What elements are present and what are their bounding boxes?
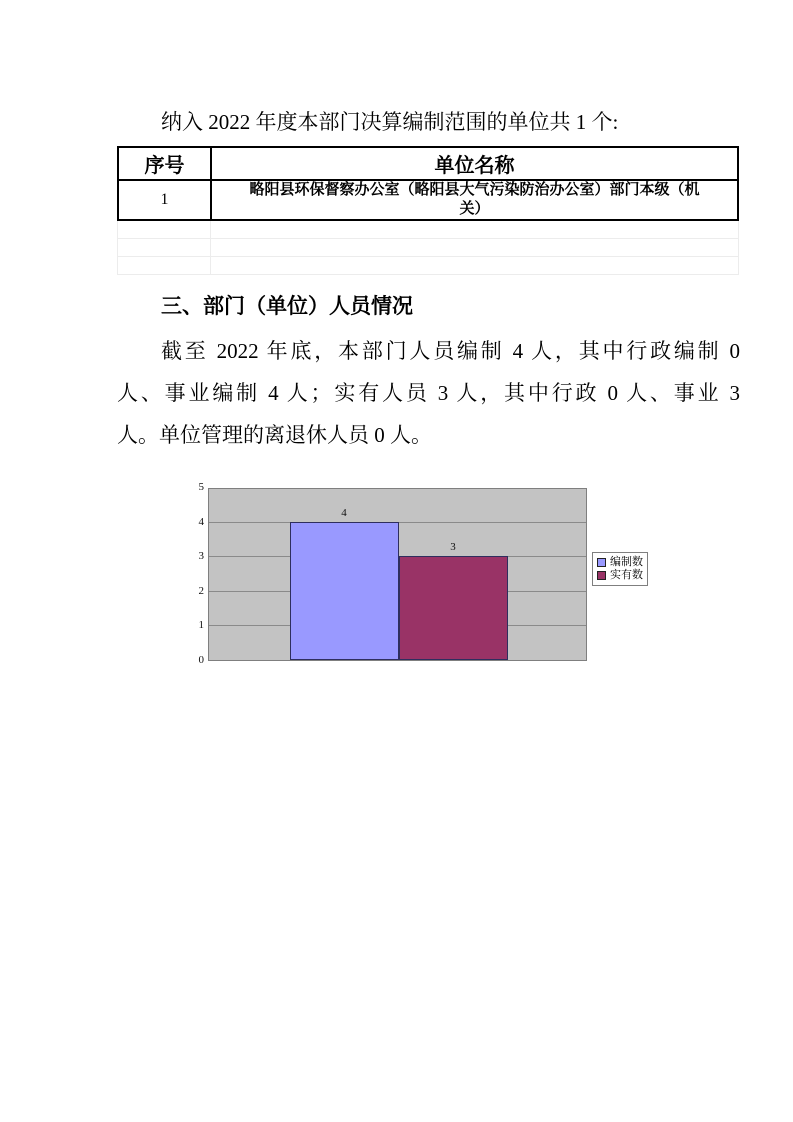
chart-plot-area <box>208 488 587 661</box>
chart-y-tick-label: 5 <box>198 481 204 493</box>
table-empty-cell <box>211 221 738 238</box>
paragraph-line: 人。单位管理的离退休人员 0 人。 <box>117 423 432 447</box>
intro-line: 纳入 2022 年度本部门决算编制范围的单位共 1 个: <box>161 110 619 134</box>
table-header-row <box>119 148 737 181</box>
table-row <box>119 181 737 219</box>
chart-bar-编制数 <box>290 522 399 660</box>
paragraph-line: 人、事业编制 4 人；实有人员 3 人，其中行政 0 人、事业 3 <box>117 381 740 405</box>
table-header-unit-name: 单位名称 <box>434 155 515 177</box>
table-empty-cell <box>118 239 211 256</box>
paragraph-line: 截至 2022 年底，本部门人员编制 4 人，其中行政编制 0 <box>161 339 740 363</box>
table-cell-seq: 1 <box>119 181 212 219</box>
staffing-bar-chart <box>180 480 680 680</box>
chart-value-label: 4 <box>341 506 347 519</box>
legend-swatch-icon <box>597 558 606 567</box>
chart-bar-实有数 <box>399 556 508 660</box>
chart-y-tick-label: 3 <box>198 550 204 563</box>
table-empty-row <box>118 257 738 275</box>
table-empty-cell <box>211 257 738 274</box>
table-empty-row <box>118 221 738 239</box>
legend-swatch-icon <box>597 571 606 580</box>
chart-value-label: 3 <box>450 541 456 554</box>
legend-label: 编制数 <box>610 556 643 568</box>
table-cell-unit-name: 略阳县环保督察办公室（略阳县大气污染防治办公室）部门本级（机关） <box>249 182 700 217</box>
chart-y-tick-label: 2 <box>198 584 204 597</box>
table-empty-cell <box>118 221 211 238</box>
table-empty-cell <box>211 239 738 256</box>
unit-table <box>117 146 739 221</box>
chart-legend <box>592 552 648 586</box>
table-empty-cell <box>118 257 211 274</box>
table-empty-rows <box>117 221 739 275</box>
table-header-seq: 序号 <box>119 148 212 179</box>
chart-legend-entry <box>597 569 643 582</box>
chart-y-tick-label: 1 <box>198 619 204 632</box>
staffing-paragraph <box>117 330 740 456</box>
chart-legend-entry <box>597 556 643 569</box>
chart-y-tick-label: 4 <box>198 515 204 528</box>
section-heading: 三、部门（单位）人员情况 <box>161 295 413 318</box>
legend-label: 实有数 <box>610 569 643 581</box>
table-empty-row <box>118 239 738 257</box>
chart-y-tick-label: 0 <box>198 654 204 666</box>
